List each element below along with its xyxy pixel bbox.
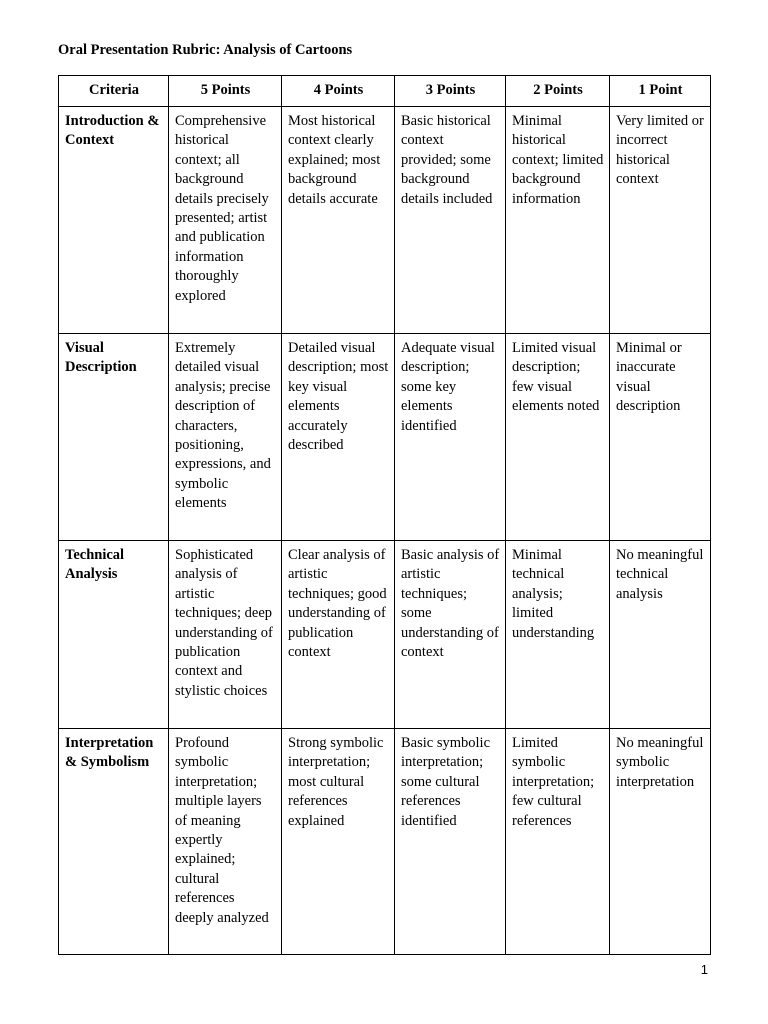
table-cell: Comprehensive historical context; all background details precisely presented; artist and publication information thoroughly explored (169, 107, 282, 334)
rubric-table (58, 75, 711, 955)
table-cell: Extremely detailed visual analysis; precise description of characters, positioning, expressions, and symbolic elements (169, 334, 282, 541)
header-1-point: 1 Point (610, 76, 711, 107)
page-number: 1 (700, 962, 708, 977)
table-row (59, 107, 711, 334)
criterion-technical-analysis: Technical Analysis (59, 541, 169, 729)
table-cell: Profound symbolic interpretation; multiple layers of meaning expertly explained; cultural references deeply analyzed (169, 729, 282, 955)
table-row (59, 729, 711, 955)
table-row (59, 334, 711, 541)
header-criteria: Criteria (59, 76, 169, 107)
header-row (59, 76, 711, 107)
table-cell: No meaningful technical analysis (610, 541, 711, 729)
table-cell: Most historical context clearly explained; most background details accurate (282, 107, 395, 334)
rubric-body (59, 107, 711, 955)
table-cell: No meaningful symbolic interpretation (610, 729, 711, 955)
table-cell: Sophisticated analysis of artistic techniques; deep understanding of publication context and stylistic choices (169, 541, 282, 729)
table-cell: Adequate visual description; some key elements identified (395, 334, 506, 541)
table-cell: Limited visual description; few visual elements noted (506, 334, 610, 541)
table-cell: Basic historical context provided; some background details included (395, 107, 506, 334)
header-3-points: 3 Points (395, 76, 506, 107)
table-cell: Minimal technical analysis; limited understanding (506, 541, 610, 729)
header-2-points: 2 Points (506, 76, 610, 107)
criterion-interpretation-symbolism: Interpretation & Symbolism (59, 729, 169, 955)
table-cell: Limited symbolic interpretation; few cultural references (506, 729, 610, 955)
table-cell: Clear analysis of artistic techniques; good understanding of publication context (282, 541, 395, 729)
table-cell: Basic analysis of artistic techniques; some understanding of context (395, 541, 506, 729)
header-5-points: 5 Points (169, 76, 282, 107)
table-cell: Detailed visual description; most key visual elements accurately described (282, 334, 395, 541)
header-4-points: 4 Points (282, 76, 395, 107)
table-cell: Minimal historical context; limited background information (506, 107, 610, 334)
table-cell: Basic symbolic interpretation; some cultural references identified (395, 729, 506, 955)
table-cell: Very limited or incorrect historical context (610, 107, 711, 334)
table-cell: Minimal or inaccurate visual description (610, 334, 711, 541)
criterion-visual-description: Visual Description (59, 334, 169, 541)
document-title: Oral Presentation Rubric: Analysis of Cartoons (58, 42, 353, 58)
criterion-introduction-context: Introduction & Context (59, 107, 169, 334)
rubric-header (59, 76, 711, 107)
table-row (59, 541, 711, 729)
table-cell: Strong symbolic interpretation; most cultural references explained (282, 729, 395, 955)
